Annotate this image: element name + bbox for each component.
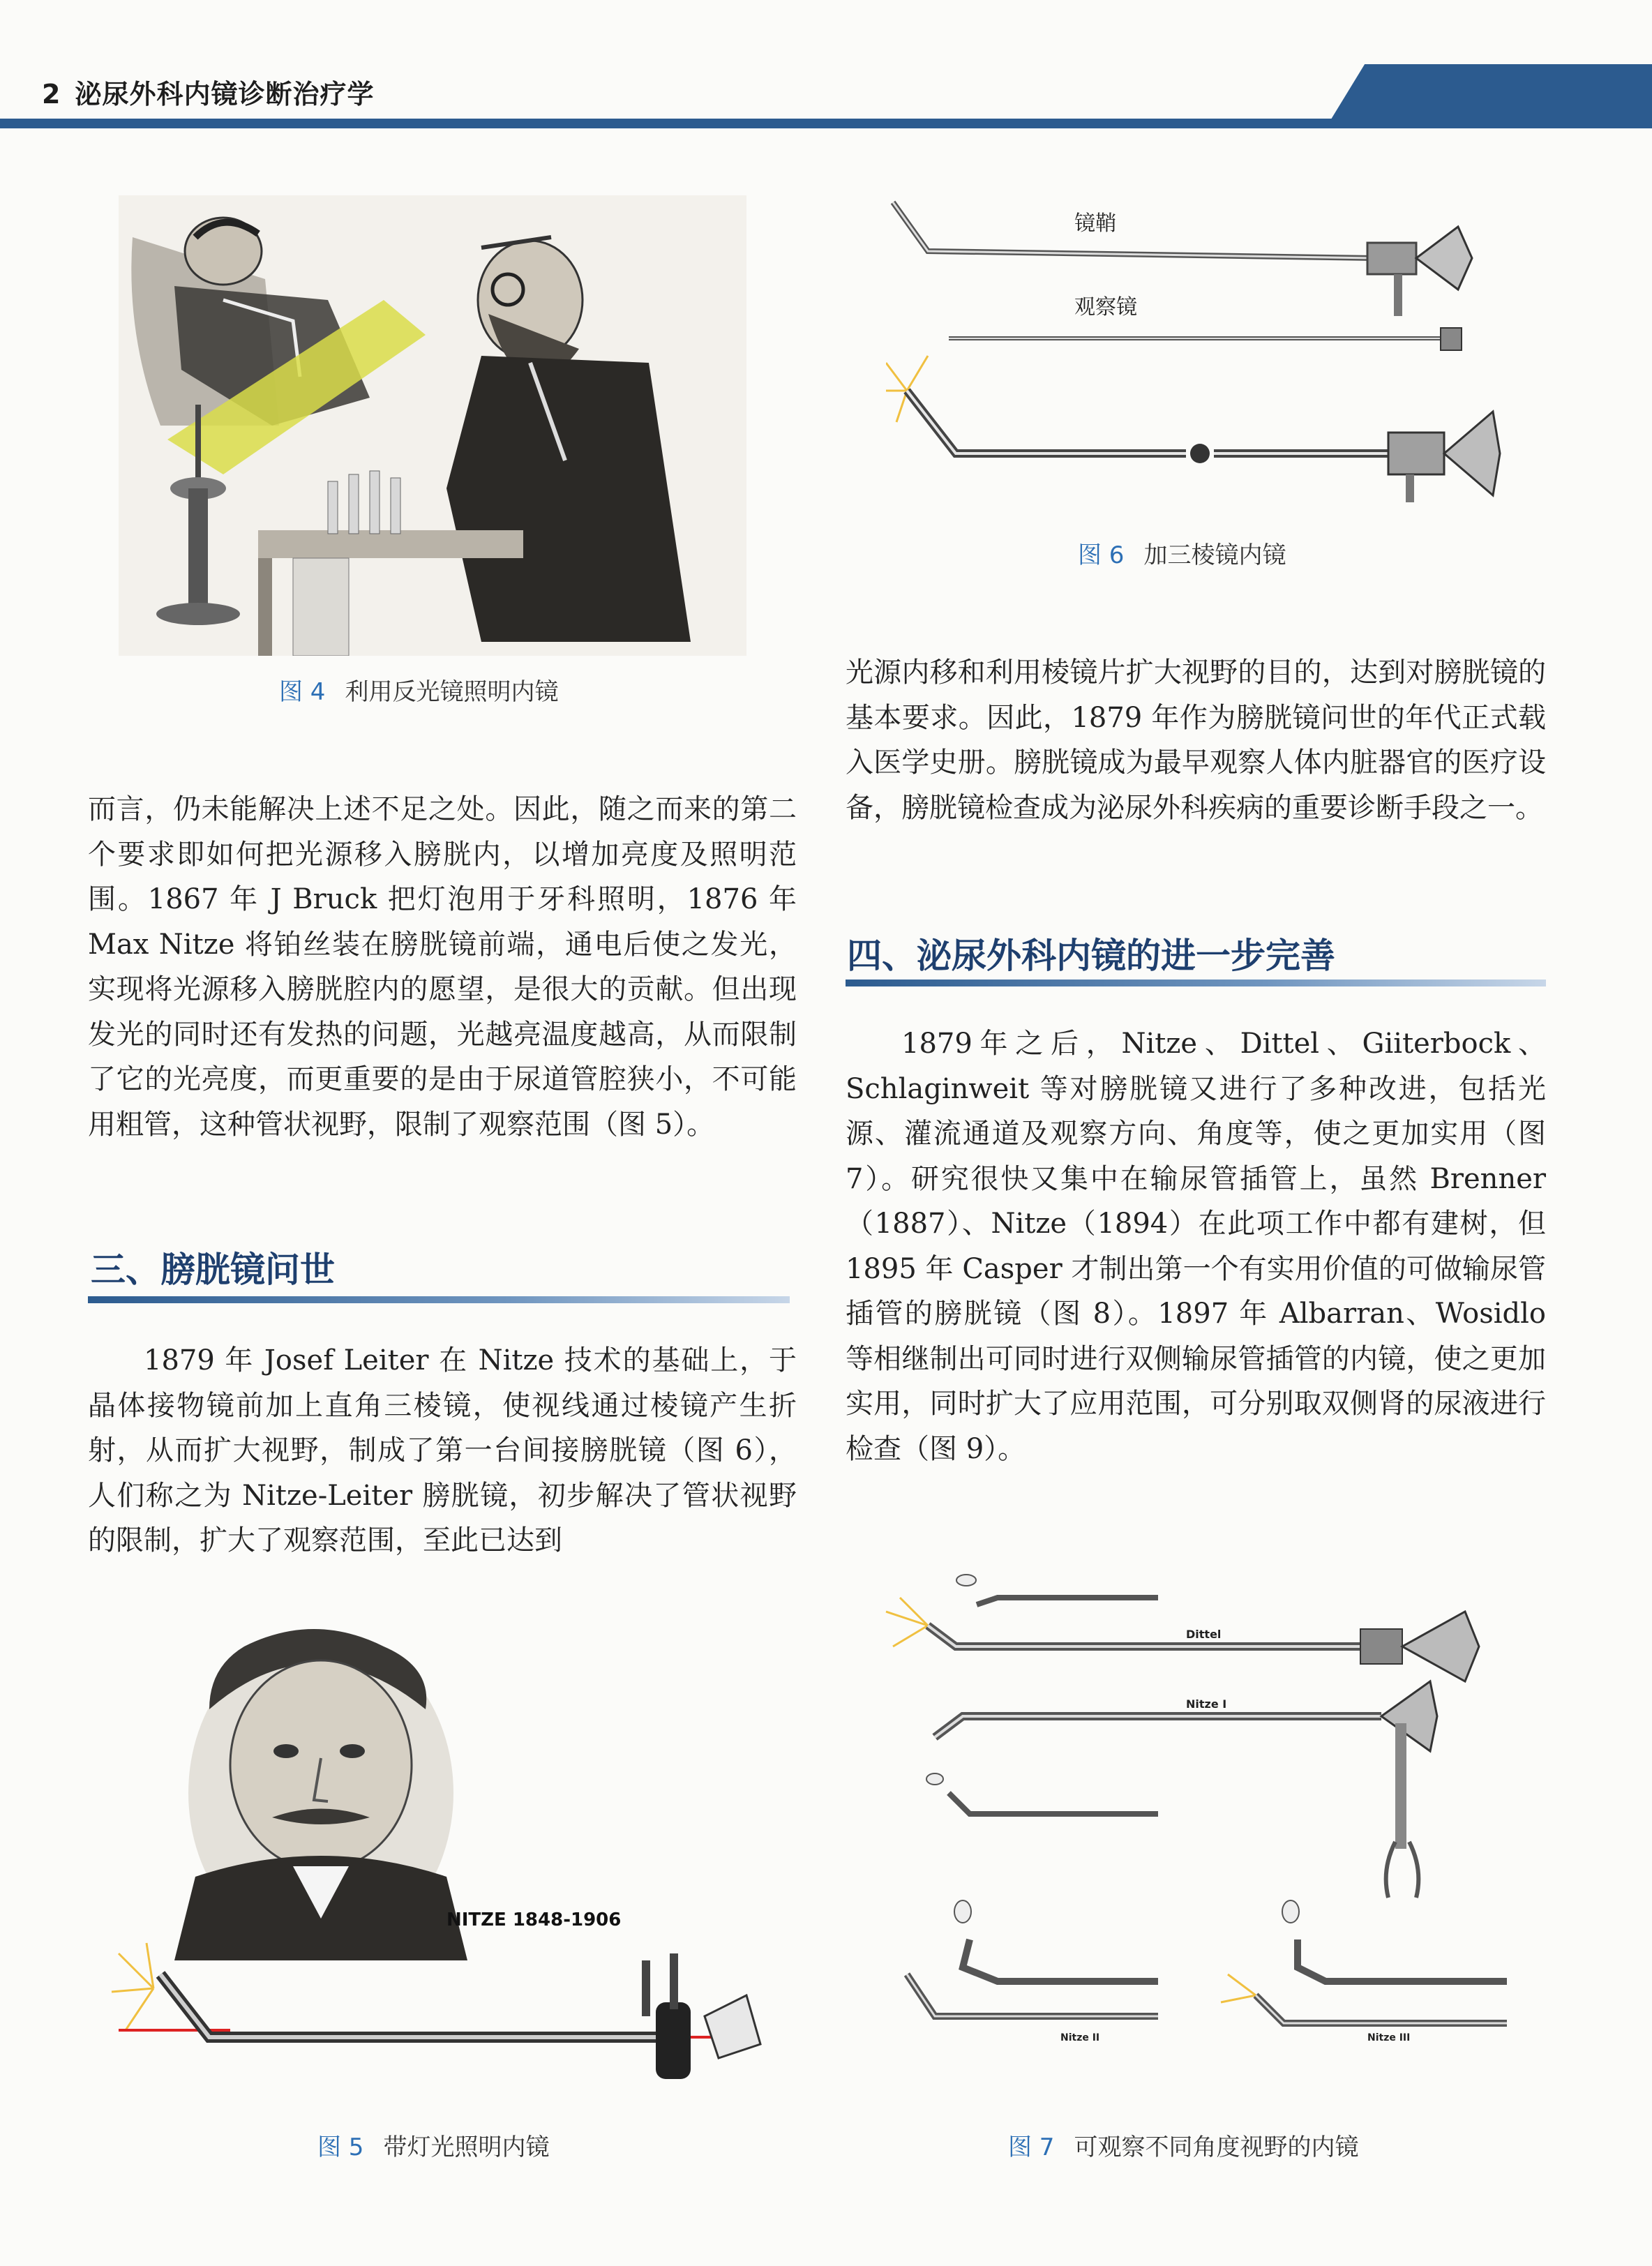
figure-6-label-scope: 观察镜 xyxy=(1074,295,1137,320)
figure-5-caption xyxy=(317,2128,549,2162)
figure-5-portrait-label: NITZE 1848-1906 xyxy=(446,1909,622,1930)
page-number: 2 xyxy=(42,79,61,110)
figure-4-caption xyxy=(279,673,558,707)
figure-7-number: 图 7 xyxy=(1008,2133,1055,2161)
figure-7-label-nitze2: Nitze II xyxy=(1060,2032,1100,2043)
figure-4-number: 图 4 xyxy=(279,678,326,706)
section-3-title: 三、膀胱镜问世 xyxy=(91,1250,335,1290)
figure-6-caption xyxy=(1078,536,1286,570)
left-paragraph-1: 而言，仍未能解决上述不足之处。因此，随之而来的第二个要求即如何把光源移入膀胱内，以增加亮度及照明范围。1867 年 J Bruck 把灯泡用于牙科照明，1876 年 Max Nitze 将铂丝装在膀胱镜前端，通电后使之发光，实现将光源移入膀胱腔内的愿望，是很大的贡献。但出现发光的同时还有发热的问题，光越亮温度越高，从而限制了它的光亮度，而更重要的是由于尿道管腔狭小，不可能用粗管，这种管状视野，限制了观察范围（图 5）。 xyxy=(88,793,797,1141)
figure-4-illustration xyxy=(119,195,746,656)
book-title: 泌尿外科内镜诊断治疗学 xyxy=(75,79,375,110)
figure-7-label-nitze1: Nitze I xyxy=(1186,1697,1227,1711)
figure-5-number: 图 5 xyxy=(317,2133,364,2161)
figure-6-caption-text: 加三棱镜内镜 xyxy=(1143,541,1286,569)
figure-6-number: 图 6 xyxy=(1078,541,1125,569)
figure-5-caption-text: 带灯光照明内镜 xyxy=(383,2133,550,2161)
figure-7-label-nitze3: Nitze III xyxy=(1367,2032,1411,2043)
figure-5-illustration xyxy=(105,1626,767,2114)
figure-7-caption xyxy=(1008,2128,1358,2162)
running-header xyxy=(42,73,374,111)
right-paragraph-2: 1879年之后，Nitze、Dittel、Giiterbock、Schlaginweit 等对膀胱镜又进行了多种改进，包括光源、灌流通道及观察方向、角度等，使之更加实用（图 7）。研究很快又集中在输尿管插管上，虽然 Brenner（1887）、Nitze（1894）在此项工作中都有建树，但 1895 年 Casper 才制出第一个有实用价值的可做输尿管插管的膀胱镜（图 8）。1897 年 Albarran、Wosidlo 等相继制出可同时进行双侧输尿管插管的内镜，使之更加实用，同时扩大了应用范围，可分别取双侧肾的尿液进行检查（图 9）。 xyxy=(846,1028,1546,1465)
figure-6-illustration xyxy=(886,188,1514,516)
figure-7-label-dittel: Dittel xyxy=(1186,1628,1222,1641)
figure-6-label-sheath: 镜鞘 xyxy=(1074,211,1116,236)
figure-4-caption-text: 利用反光镜照明内镜 xyxy=(345,678,559,706)
right-paragraph-1: 光源内移和利用棱镜片扩大视野的目的，达到对膀胱镜的基本要求。因此，1879 年作为膀胱镜问世的年代正式载入医学史册。膀胱镜成为最早观察人体内脏器官的医疗设备，膀胱镜检查成为泌尿外科疾病的重要诊断手段之一。 xyxy=(846,656,1546,824)
section-4-title: 四、泌尿外科内镜的进一步完善 xyxy=(847,936,1335,976)
left-paragraph-2: 1879 年 Josef Leiter 在 Nitze 技术的基础上，于晶体接物镜前加上直角三棱镜，使视线通过棱镜产生折射，从而扩大视野，制成了第一台间接膀胱镜（图 6），人们称之为 Nitze-Leiter 膀胱镜，初步解决了管状视野的限制，扩大了观察范围，至此已达到 xyxy=(88,1344,797,1556)
section-4-rule xyxy=(846,980,1546,986)
section-3-rule xyxy=(88,1296,790,1303)
header-rule xyxy=(0,119,1652,128)
figure-7-illustration xyxy=(879,1549,1507,2100)
figure-7-caption-text: 可观察不同角度视野的内镜 xyxy=(1074,2133,1359,2161)
